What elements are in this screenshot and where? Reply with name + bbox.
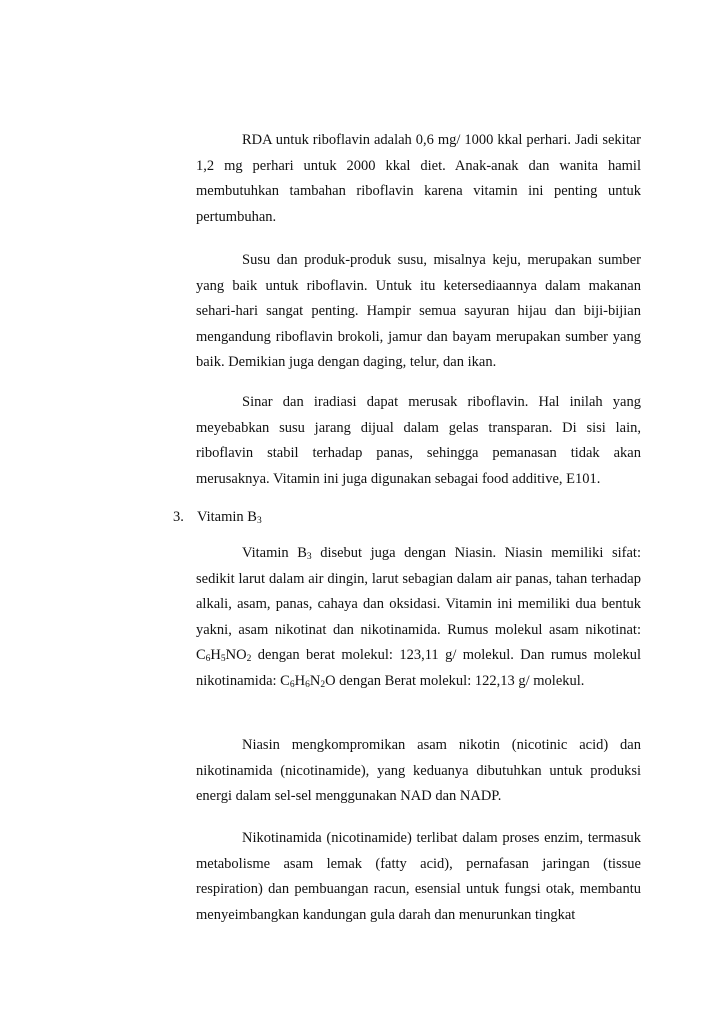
niasin-text-part-3: dengan berat molekul: 123,11 g/ molekul. Dan rumus molekul nikotinamida: (196, 647, 641, 689)
formula-nicotinamide: $C_6H_6N_2O$ (280, 672, 336, 690)
section-number: 3. (173, 509, 184, 525)
section-title-subscript: 3 (256, 516, 262, 526)
section-title: Vitamin B (197, 509, 257, 525)
paragraph-niasin-compounds: Niasin mengkompromikan asam nikotin (nicotinic acid) dan nikotinamida (nicotinamide), yang keduanya dibutuhkan untuk produksi energi dalam sel-sel menggunakan NAD dan NADP. (196, 737, 641, 805)
paragraph-rda-riboflavin: RDA untuk riboflavin adalah 0,6 mg/ 1000 kkal perhari. Jadi sekitar 1,2 mg perhari untuk 2000 kkal diet. Anak-anak dan wanita hamil membutuhkan tambahan riboflavin karena vitamin ini penting untuk pertumbuhan. (196, 132, 641, 225)
paragraph-sources-riboflavin: Susu dan produk-produk susu, misalnya keju, merupakan sumber yang baik untuk riboflavin. Untuk itu ketersediaannya dalam makanan sehari-hari sangat penting. Hampir semua sayuran hijau dan biji-bijian mengandung riboflavin brokoli, jamur dan bayam merupakan sumber yang baik. Demikian juga dengan daging, telur, dan ikan. (196, 252, 641, 371)
paragraph-riboflavin-stability: Sinar dan iradiasi dapat merusak riboflavin. Hal inilah yang meyebabkan susu jarang dijual dalam gelas transparan. Di sisi lain, riboflavin stabil terhadap panas, sehingga pemanasan tidak akan merusaknya. Vitamin ini juga digunakan sebagai food additive, E101. (196, 394, 641, 487)
niasin-text-part-2: disebut juga dengan Niasin. Niasin memiliki sifat: sedikit larut dalam air dingin, larut sebagian dalam air panas, tahan terhadap alkali, asam, panas, cahaya dan oksidasi. Vitamin ini memiliki dua bentuk yakni, asam nikotinat dan nikotinamida. Rumus molekul asam nikotinat: (196, 545, 641, 638)
niasin-text-part-1: Vitamin B (242, 545, 307, 561)
niasin-b3-subscript: 3 (306, 552, 312, 562)
paragraph-niasin-properties (196, 541, 641, 695)
formula-nicotinic-acid: $C_6H_5NO_2$ (196, 647, 252, 665)
niasin-text-part-4: dengan Berat molekul: 122,13 g/ molekul. (335, 672, 585, 689)
section-heading-vitamin-b3 (173, 505, 633, 530)
paragraph-nicotinamide-role: Nikotinamida (nicotinamide) terlibat dalam proses enzim, termasuk metabolisme asam lemak (fatty acid), pernafasan jaringan (tissue respiration) dan pembuangan racun, esensial untuk fungsi otak, membantu menyeimbangkan kandungan gula darah dan menurunkan tingkat (196, 830, 641, 923)
